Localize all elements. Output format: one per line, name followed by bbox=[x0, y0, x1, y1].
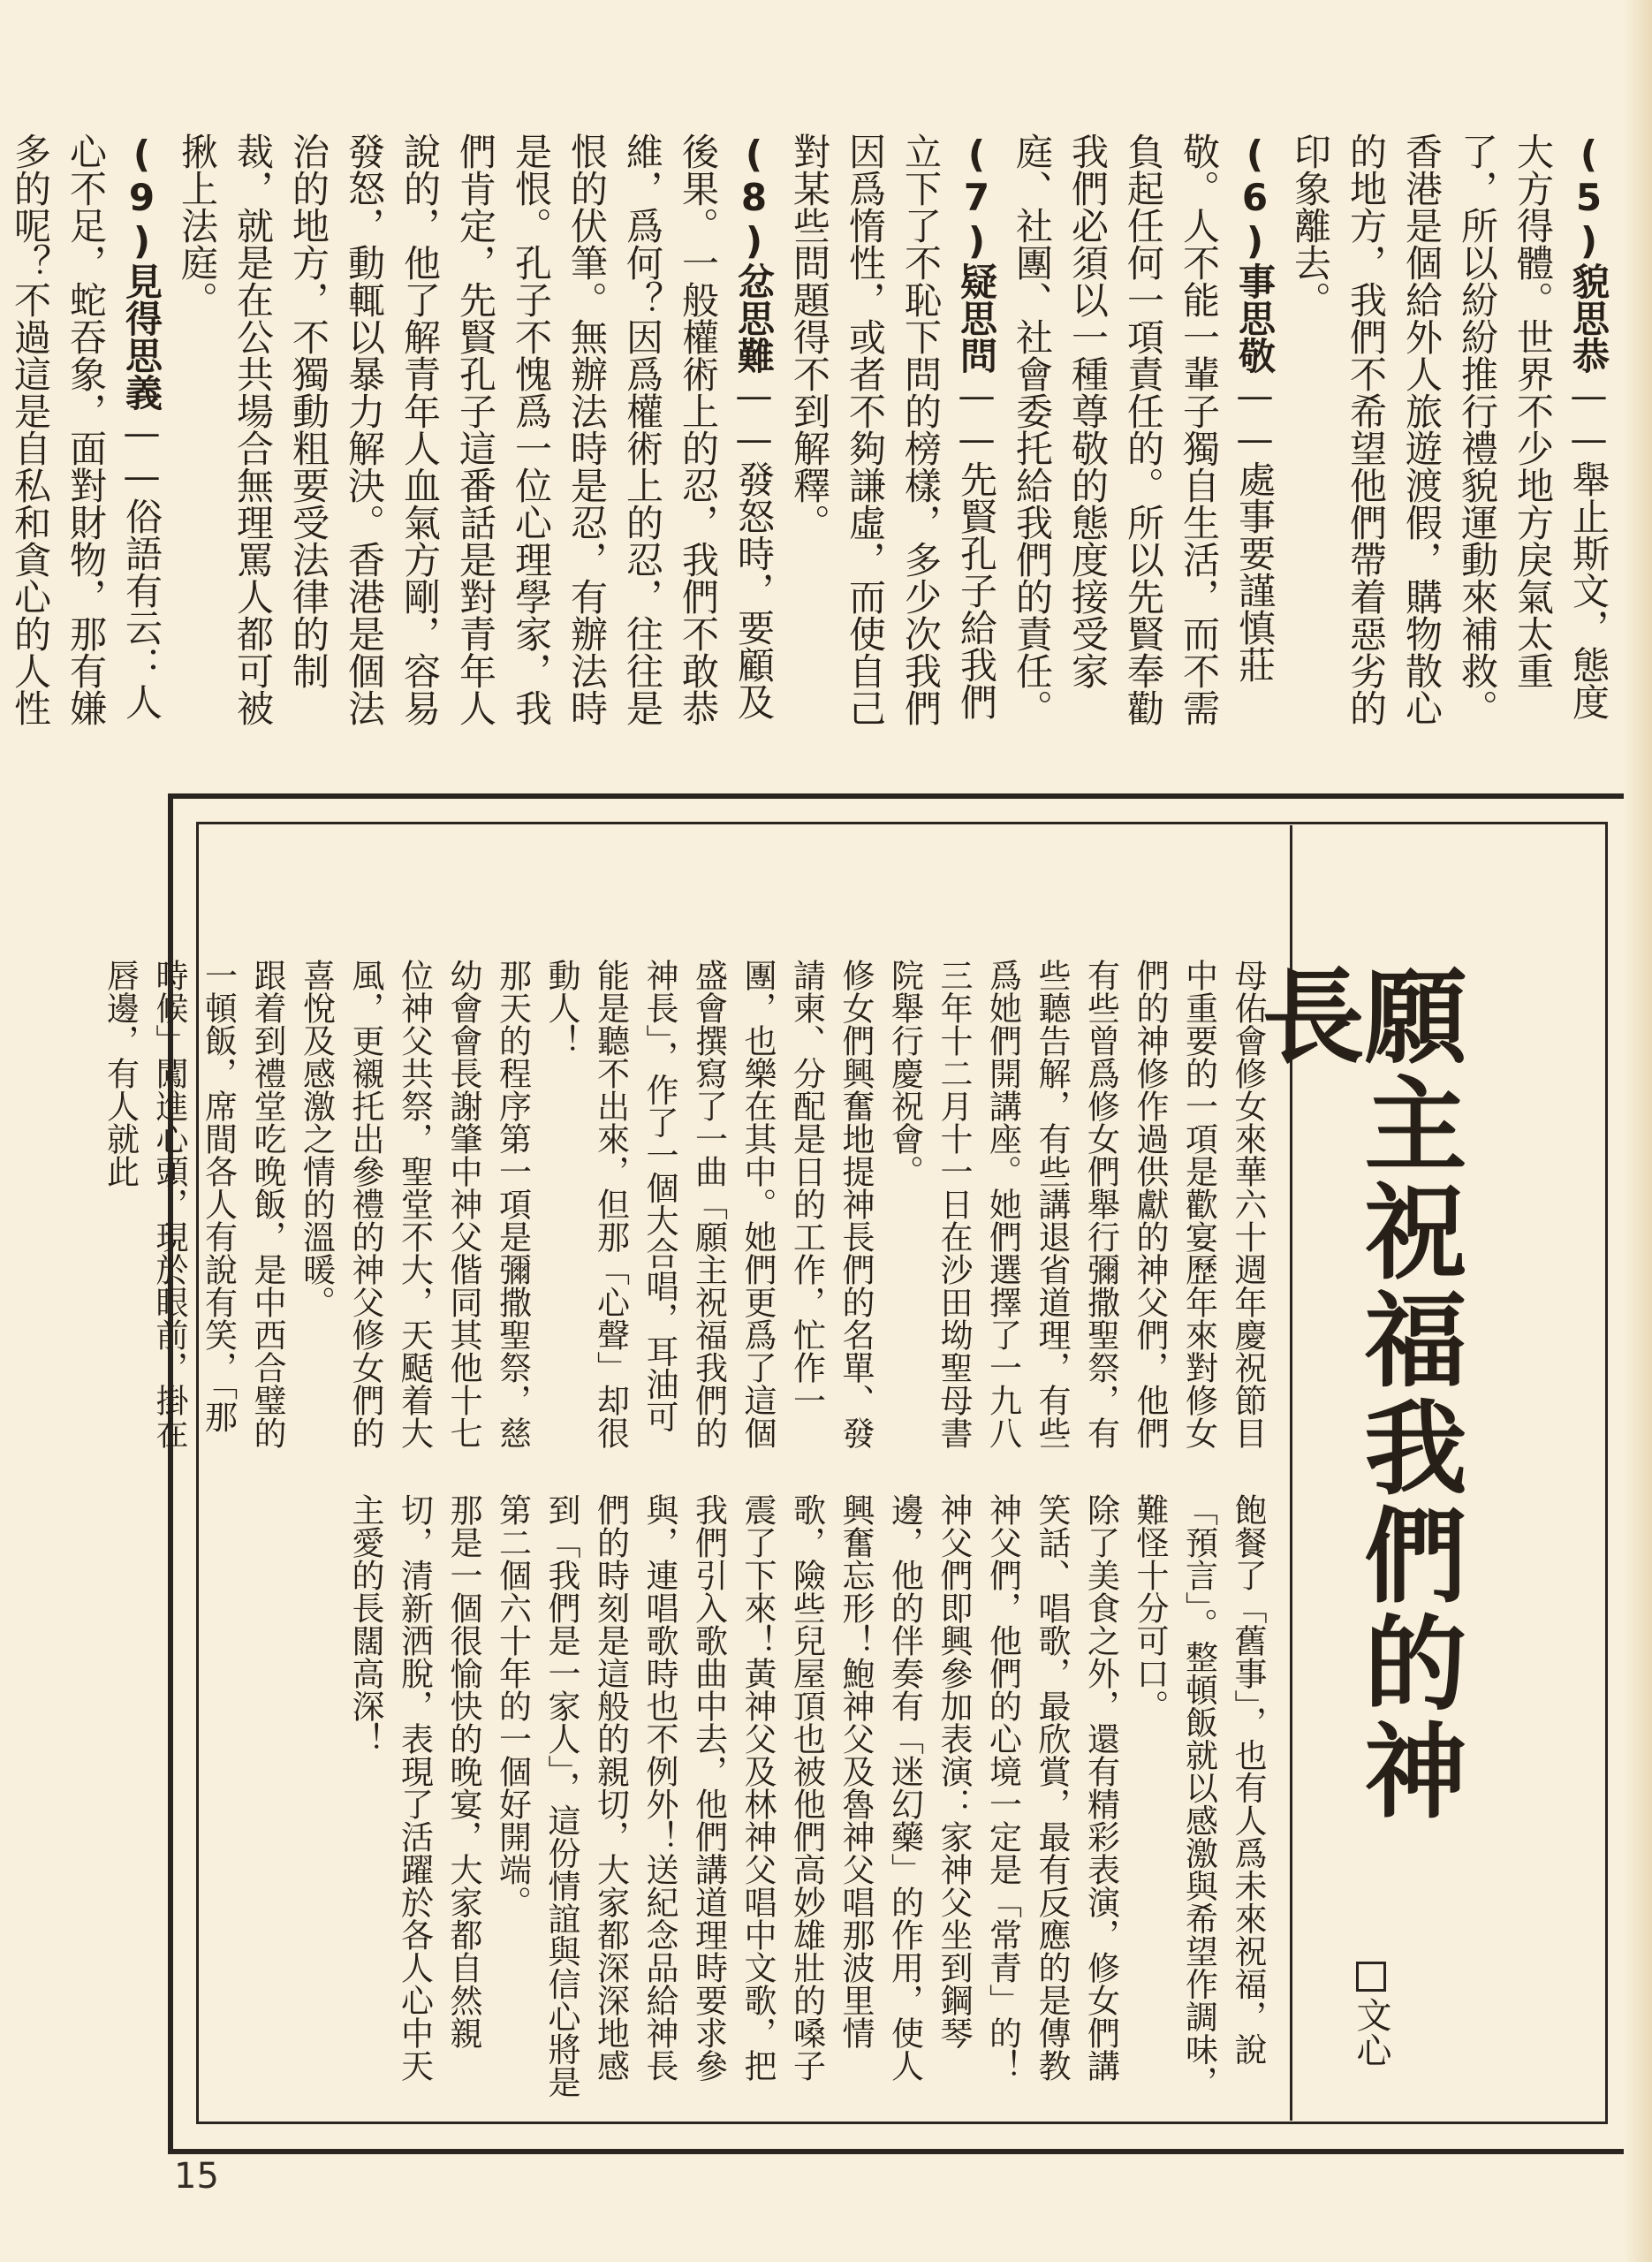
section-6-heading: (6)事思敬 bbox=[1233, 133, 1277, 374]
article-paragraph: 跟着到禮堂吃晚飯，是中西合璧的一頓飯，席間各人有說有笑，「那時候」闖進心頭，現於眼前，掛在唇邊，有人就此 bbox=[101, 959, 286, 1449]
byline-author: 文心 bbox=[1351, 1997, 1391, 2068]
article-paragraph: 除了美食之外，還有精彩表演，修女們講笑話、唱歌，最欣賞，最有反應的是傳教神父們，他們的心境一定是「常青」的！神父們即興參加表演：家神父坐到鋼琴邊，他的伴奏有「迷幻藥」的作用，使人興奮忘形！鮑神父及魯神父唱那波里情歌，險些兒屋頂也被他們高妙雄壯的嗓子震了下來！黃神父及林神父唱中文歌，把我們引入歌曲中去，他們講道理時要求參與，連唱歌時也不例外！送紀念品給神長們的時刻是這般的親切，大家都深深地感到「我們是一家人」，這份情誼與信心將是第二個六十年的一個好開端。 bbox=[493, 1493, 1120, 2099]
section-7-heading: (7)疑思問 bbox=[955, 133, 998, 374]
article-body-lower bbox=[212, 1493, 1272, 2112]
section-5 bbox=[1283, 133, 1617, 751]
section-7 bbox=[782, 133, 1004, 751]
section-8-text: ——發怒時，要顧及後果。一般權術上的忍，我們不敢恭維，爲何？因爲權術上的忍，往往是恨的伏筆。無辦法時是忍，有辦法時是恨。孔子不愧爲一位心理學家，我們肯定，先賢孔子這番話是對青年人說的，他了解青年人血氣方剛，容易發怒，動輒以暴力解決。香港是個法治的地方，不獨動粗要受法律的制裁，就是在公共場合無理罵人都可被揪上法庭。 bbox=[176, 133, 776, 726]
page-edge-shadow bbox=[1624, 0, 1652, 2262]
article-paragraph: 那天的程序第一項是彌撒聖祭，慈幼會會長謝肇中神父偕同其他十七位神父共祭，聖堂不大，天颳着大風，更襯托出參禮的神父修女們的喜悅及感激之情的溫暖。 bbox=[297, 959, 532, 1449]
section-9 bbox=[0, 133, 170, 751]
section-9-text: ——俗語有云：人心不足，蛇吞象，面對財物，那有嫌多的呢？不過這是自私和貪心的人性 bbox=[9, 133, 163, 726]
section-9-heading: (9)見得思義 bbox=[120, 133, 163, 411]
article-title: 願主祝福我們的神長 bbox=[1245, 963, 1466, 1826]
byline-box-mark bbox=[1356, 1962, 1386, 1992]
article-paragraph: 那是一個很愉快的晚宴，大家都自然親切，清新洒脫，表現了活躍於各人心中天主愛的長闊高深！ bbox=[346, 1493, 482, 2082]
nine-thoughts-commentary bbox=[9, 133, 1617, 751]
page-number: 15 bbox=[174, 2156, 219, 2197]
article-paragraph: 修女們興奮地提神長們的名單、發請柬、分配是日的工作，忙作一團，也樂在其中。她們更爲了這個盛會撰寫了一曲「願主祝福我們的神長」，作了一個大合唱，耳油可能是聽不出來，但那「心聲」却很動人！ bbox=[542, 959, 875, 1449]
article-paragraph: 飽餐了「舊事」，也有人爲未來祝福，說「預言」。整頓飯就以感激與希望作調味，難怪十分可口。 bbox=[1131, 1493, 1267, 2099]
article-byline bbox=[1339, 1962, 1392, 2085]
section-8 bbox=[170, 133, 782, 751]
section-8-heading: (8)忿思難 bbox=[732, 133, 776, 374]
section-7-text: ——先賢孔子給我們立下了不恥下問的榜樣，多少次我們因爲惰性，或者不夠謙虛，而使自己對某些問題得不到解釋。 bbox=[788, 133, 998, 726]
section-6 bbox=[1004, 133, 1283, 751]
section-6-text: ——處事要謹慎莊敬。人不能一輩子獨自生活，而不需負起任何一項責任的。所以先賢奉勸我們必須以一種尊敬的態度接受家庭、社團、社會委托給我們的責任。 bbox=[1011, 133, 1277, 726]
section-5-text: ——舉止斯文，態度大方得體。世界不少地方戾氣太重了，所以紛紛推行禮貌運動來補救。香港是個給外人旅遊渡假，購物散心的地方，我們不希望他們帶着惡劣的印象離去。 bbox=[1289, 133, 1610, 726]
article-body-upper bbox=[101, 959, 1272, 1449]
section-5-heading: (5)貌思恭 bbox=[1567, 133, 1610, 374]
article-paragraph: 母佑會修女來華六十週年慶祝節目中重要的一項是歡宴歷年來對修女們的神修作過供獻的神父們，他們有些曾爲修女們舉行彌撒聖祭，有些聽告解，有些講退省道理，有些爲她們開講座。她們選擇了一九八三年十二月十一日在沙田坳聖母書院舉行慶祝會。 bbox=[885, 959, 1267, 1449]
